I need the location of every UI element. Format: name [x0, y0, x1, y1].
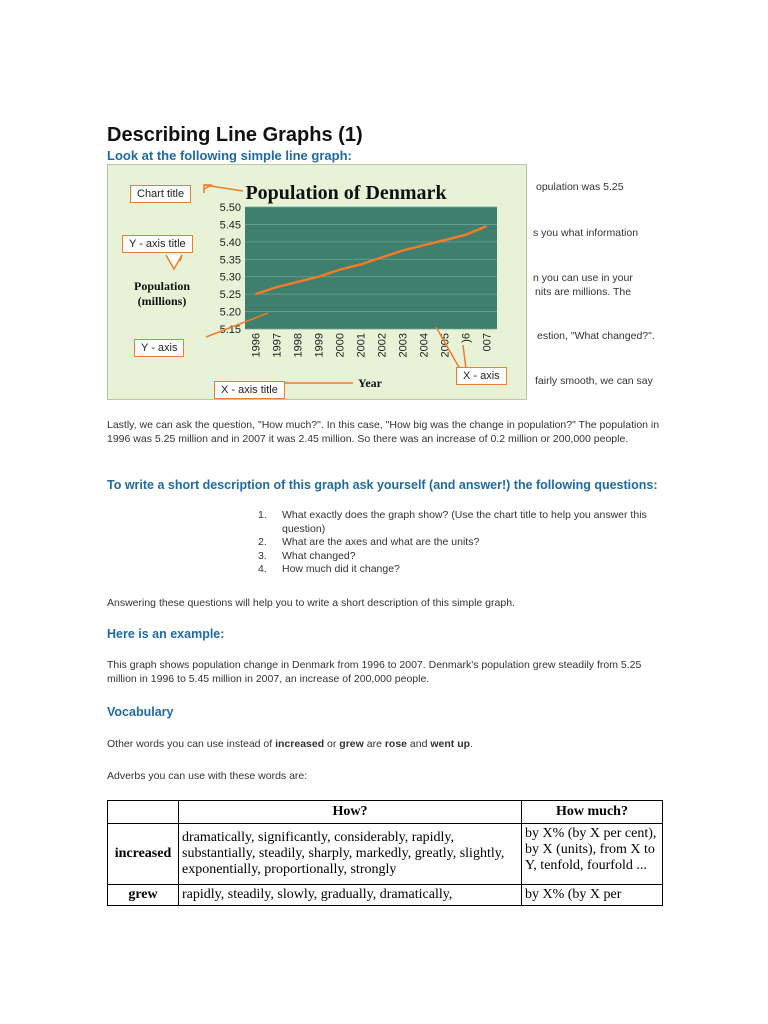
table-header-how: How? [179, 801, 522, 824]
y-tick-label: 5.35 [219, 254, 241, 267]
table-row-word: increased [108, 824, 179, 885]
y-tick-label: 5.25 [219, 289, 241, 302]
example-heading: Here is an example: [107, 627, 225, 641]
x-tick-label: 1998 [292, 333, 305, 358]
table-row-word: grew [108, 885, 179, 906]
plot-area [245, 207, 497, 329]
table-header-row [108, 801, 663, 824]
y-tick-label: 5.30 [219, 271, 241, 284]
list-item: 1. What exactly does the graph show? (Use the chart title to help you answer this question) [258, 509, 647, 535]
questions-list [258, 509, 658, 577]
table-cell-how-much: by X% (by X per cent), by X (units), from X to Y, tenfold, fourfold ... [522, 824, 663, 885]
example-text: This graph shows population change in Denmark from 1996 to 2007. Denmark's population grew steadily from 5.25 million in 1996 to 5.45 million in 2007, an increase of 200,000 people. [107, 659, 642, 685]
x-tick-label: 1999 [313, 333, 326, 358]
side-text-3b: nits are millions. The [535, 286, 632, 298]
x-tick-label: 2004 [418, 333, 431, 358]
table-cell-how-much: by X% (by X per [522, 885, 663, 906]
vocabulary-line: Other words you can use instead of increased or grew are rose and went up. [107, 738, 473, 750]
table-cell-how: rapidly, steadily, slowly, gradually, dramatically, [179, 885, 522, 906]
x-tick-label: 1997 [271, 333, 284, 358]
x-tick-label: 2003 [397, 333, 410, 358]
x-tick-label: 2000 [334, 333, 347, 358]
intro-subheading: Look at the following simple line graph: [107, 148, 352, 163]
list-item: 2. What are the axes and what are the units? [258, 536, 480, 548]
list-item: 4. How much did it change? [258, 563, 400, 575]
page-heading: Describing Line Graphs (1) [107, 124, 363, 146]
paragraph-answering: Answering these questions will help you to write a short description of this simple graph. [107, 597, 515, 609]
x-tick-label: 1996 [250, 333, 263, 358]
x-tick-label: 007 [481, 333, 494, 352]
y-tick-label: 5.40 [219, 236, 241, 249]
list-item: 3. What changed? [258, 549, 356, 562]
x-tick-label: 2001 [355, 333, 368, 358]
table-header-empty [108, 801, 179, 824]
y-tick-label: 5.20 [219, 306, 241, 319]
table-header-how-much: How much? [522, 801, 663, 824]
side-text-5: fairly smooth, we can say [535, 375, 653, 387]
callout-y-axis-title: Y - axis title [122, 235, 193, 253]
side-text-3a: n you can use in your [533, 272, 633, 284]
adverbs-line: Adverbs you can use with these words are: [107, 770, 308, 782]
callout-x-axis-title: X - axis title [214, 381, 285, 399]
x-axis-title: Year [358, 376, 382, 390]
callout-x-axis: X - axis [456, 367, 507, 385]
chart-title: Population of Denmark [245, 182, 447, 204]
paragraph-lastly: Lastly, we can ask the question, "How much?". In this case, "How big was the change in population?" The population in 1996 was 5.25 million and in 2007 it was 2.45 million. So there was an increase of 0.2 million or 200,000 people. [107, 419, 660, 445]
side-text-4: estion, "What changed?". [537, 330, 655, 342]
side-text-1: opulation was 5.25 [536, 181, 624, 193]
y-axis-title-line-2: (millions) [137, 294, 187, 308]
vocabulary-heading: Vocabulary [107, 705, 174, 719]
table-row [108, 885, 663, 906]
x-tick-label: 2005 [439, 333, 452, 358]
y-axis-title-line-1: Population [133, 279, 191, 293]
callout-y-axis: Y - axis [134, 339, 184, 357]
callout-chart-title: Chart title [130, 185, 191, 203]
questions-heading: To write a short description of this graph ask yourself (and answer!) the following questions: [107, 478, 658, 492]
y-tick-label: 5.15 [219, 324, 241, 336]
line-graph-figure [107, 164, 527, 400]
x-tick-label: 2002 [376, 333, 389, 358]
y-tick-label: 5.45 [219, 219, 241, 232]
x-tick-label: )6 [460, 333, 473, 343]
y-tick-label: 5.50 [219, 202, 241, 214]
table-row [108, 824, 663, 885]
side-text-2: s you what information [533, 227, 639, 239]
table-cell-how: dramatically, significantly, considerably, rapidly, substantially, steadily, sharply, markedly, greatly, slightly, exponentially, proportionally, strongly [179, 824, 522, 885]
vocabulary-table [107, 800, 663, 906]
